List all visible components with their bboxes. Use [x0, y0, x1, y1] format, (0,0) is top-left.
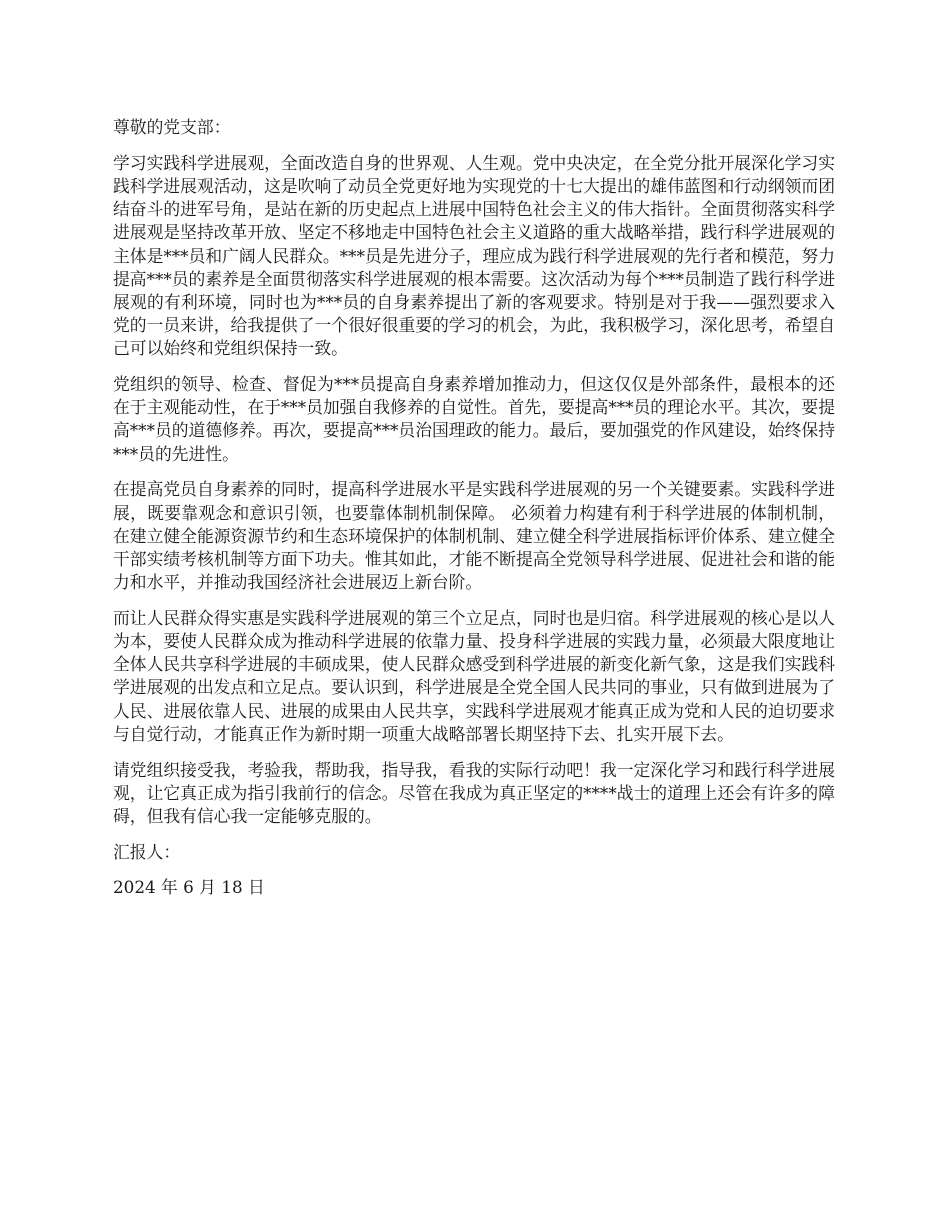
paragraph-4: 而让人民群众得实惠是实践科学进展观的第三个立足点，同时也是归宿。科学进展观的核心是以人为本，要使人民群众成为推动科学进展的依靠力量、投身科学进展的实践力量，必须最大限度地让全体人民共享科学进展的丰硕成果，使人民群众感受到科学进展的新变化新气象，这是我们实践科学进展观的出发点和立足点。要认识到，科学进展是全党全国人民共同的事业，只有做到进展为了人民、进展依靠人民、进展的成果由人民共享，实践科学进展观才能真正成为党和人民的迫切要求与自觉行动，才能真正作为新时期一项重大战略部署长期坚持下去、扎实开展下去。	[113, 607, 835, 744]
letter-body	[113, 116, 835, 912]
paragraph-2: 党组织的领导、检查、督促为***员提高自身素养增加推动力，但这仅仅是外部条件，最根本的还在于主观能动性，在于***员加强自我修养的自觉性。首先，要提高***员的理论水平。其次，要提高***员的道德修养。再次，要提高***员治国理政的能力。最后，要加强党的作风建设，始终保持***员的先进性。	[113, 374, 835, 464]
paragraph-3: 在提高党员自身素养的同时，提高科学进展水平是实践科学进展观的另一个关键要素。实践科学进展，既要靠观念和意识引领，也要靠体制机制保障。 必须着力构建有利于科学进展的体制机制，在建立健全能源资源节约和生态环境保护的体制机制、建立健全科学进展指标评价体系、建立健全干部实绩考核机制等方面下功夫。惟其如此，才能不断提高全党领导科学进展、促进社会和谐的能力和水平，并推动我国经济社会进展迈上新台阶。	[113, 479, 835, 593]
paragraph-1: 学习实践科学进展观，全面改造自身的世界观、人生观。党中央决定，在全党分批开展深化学习实践科学进展观活动，这是吹响了动员全党更好地为实现党的十七大提出的雄伟蓝图和行动纲领而团结奋斗的进军号角，是站在新的历史起点上进展中国特色社会主义的伟大指针。全面贯彻落实科学进展观是坚持改革开放、坚定不移地走中国特色社会主义道路的重大战略举措，践行科学进展观的主体是***员和广阔人民群众。***员是先进分子，理应成为践行科学进展观的先行者和模范，努力提高***员的素养是全面贯彻落实科学进展观的根本需要。这次活动为每个***员制造了践行科学进展观的有利环境，同时也为***员的自身素养提出了新的客观要求。特别是对于我——强烈要求入党的一员来讲，给我提供了一个很好很重要的学习的机会，为此，我积极学习，深化思考，希望自己可以始终和党组织保持一致。	[113, 152, 835, 359]
salutation: 尊敬的党支部：	[113, 117, 231, 137]
reporter-label: 汇报人：	[113, 841, 181, 862]
paragraph-5: 请党组织接受我，考验我，帮助我，指导我，看我的实际行动吧！我一定深化学习和践行科学进展观，让它真正成为指引我前行的信念。尽管在我成为真正坚定的****战士的道理上还会有许多的障碍，但我有信心我一定能够克服的。	[113, 759, 835, 826]
report-date: 2024 年 6 月 18 日	[113, 877, 265, 898]
